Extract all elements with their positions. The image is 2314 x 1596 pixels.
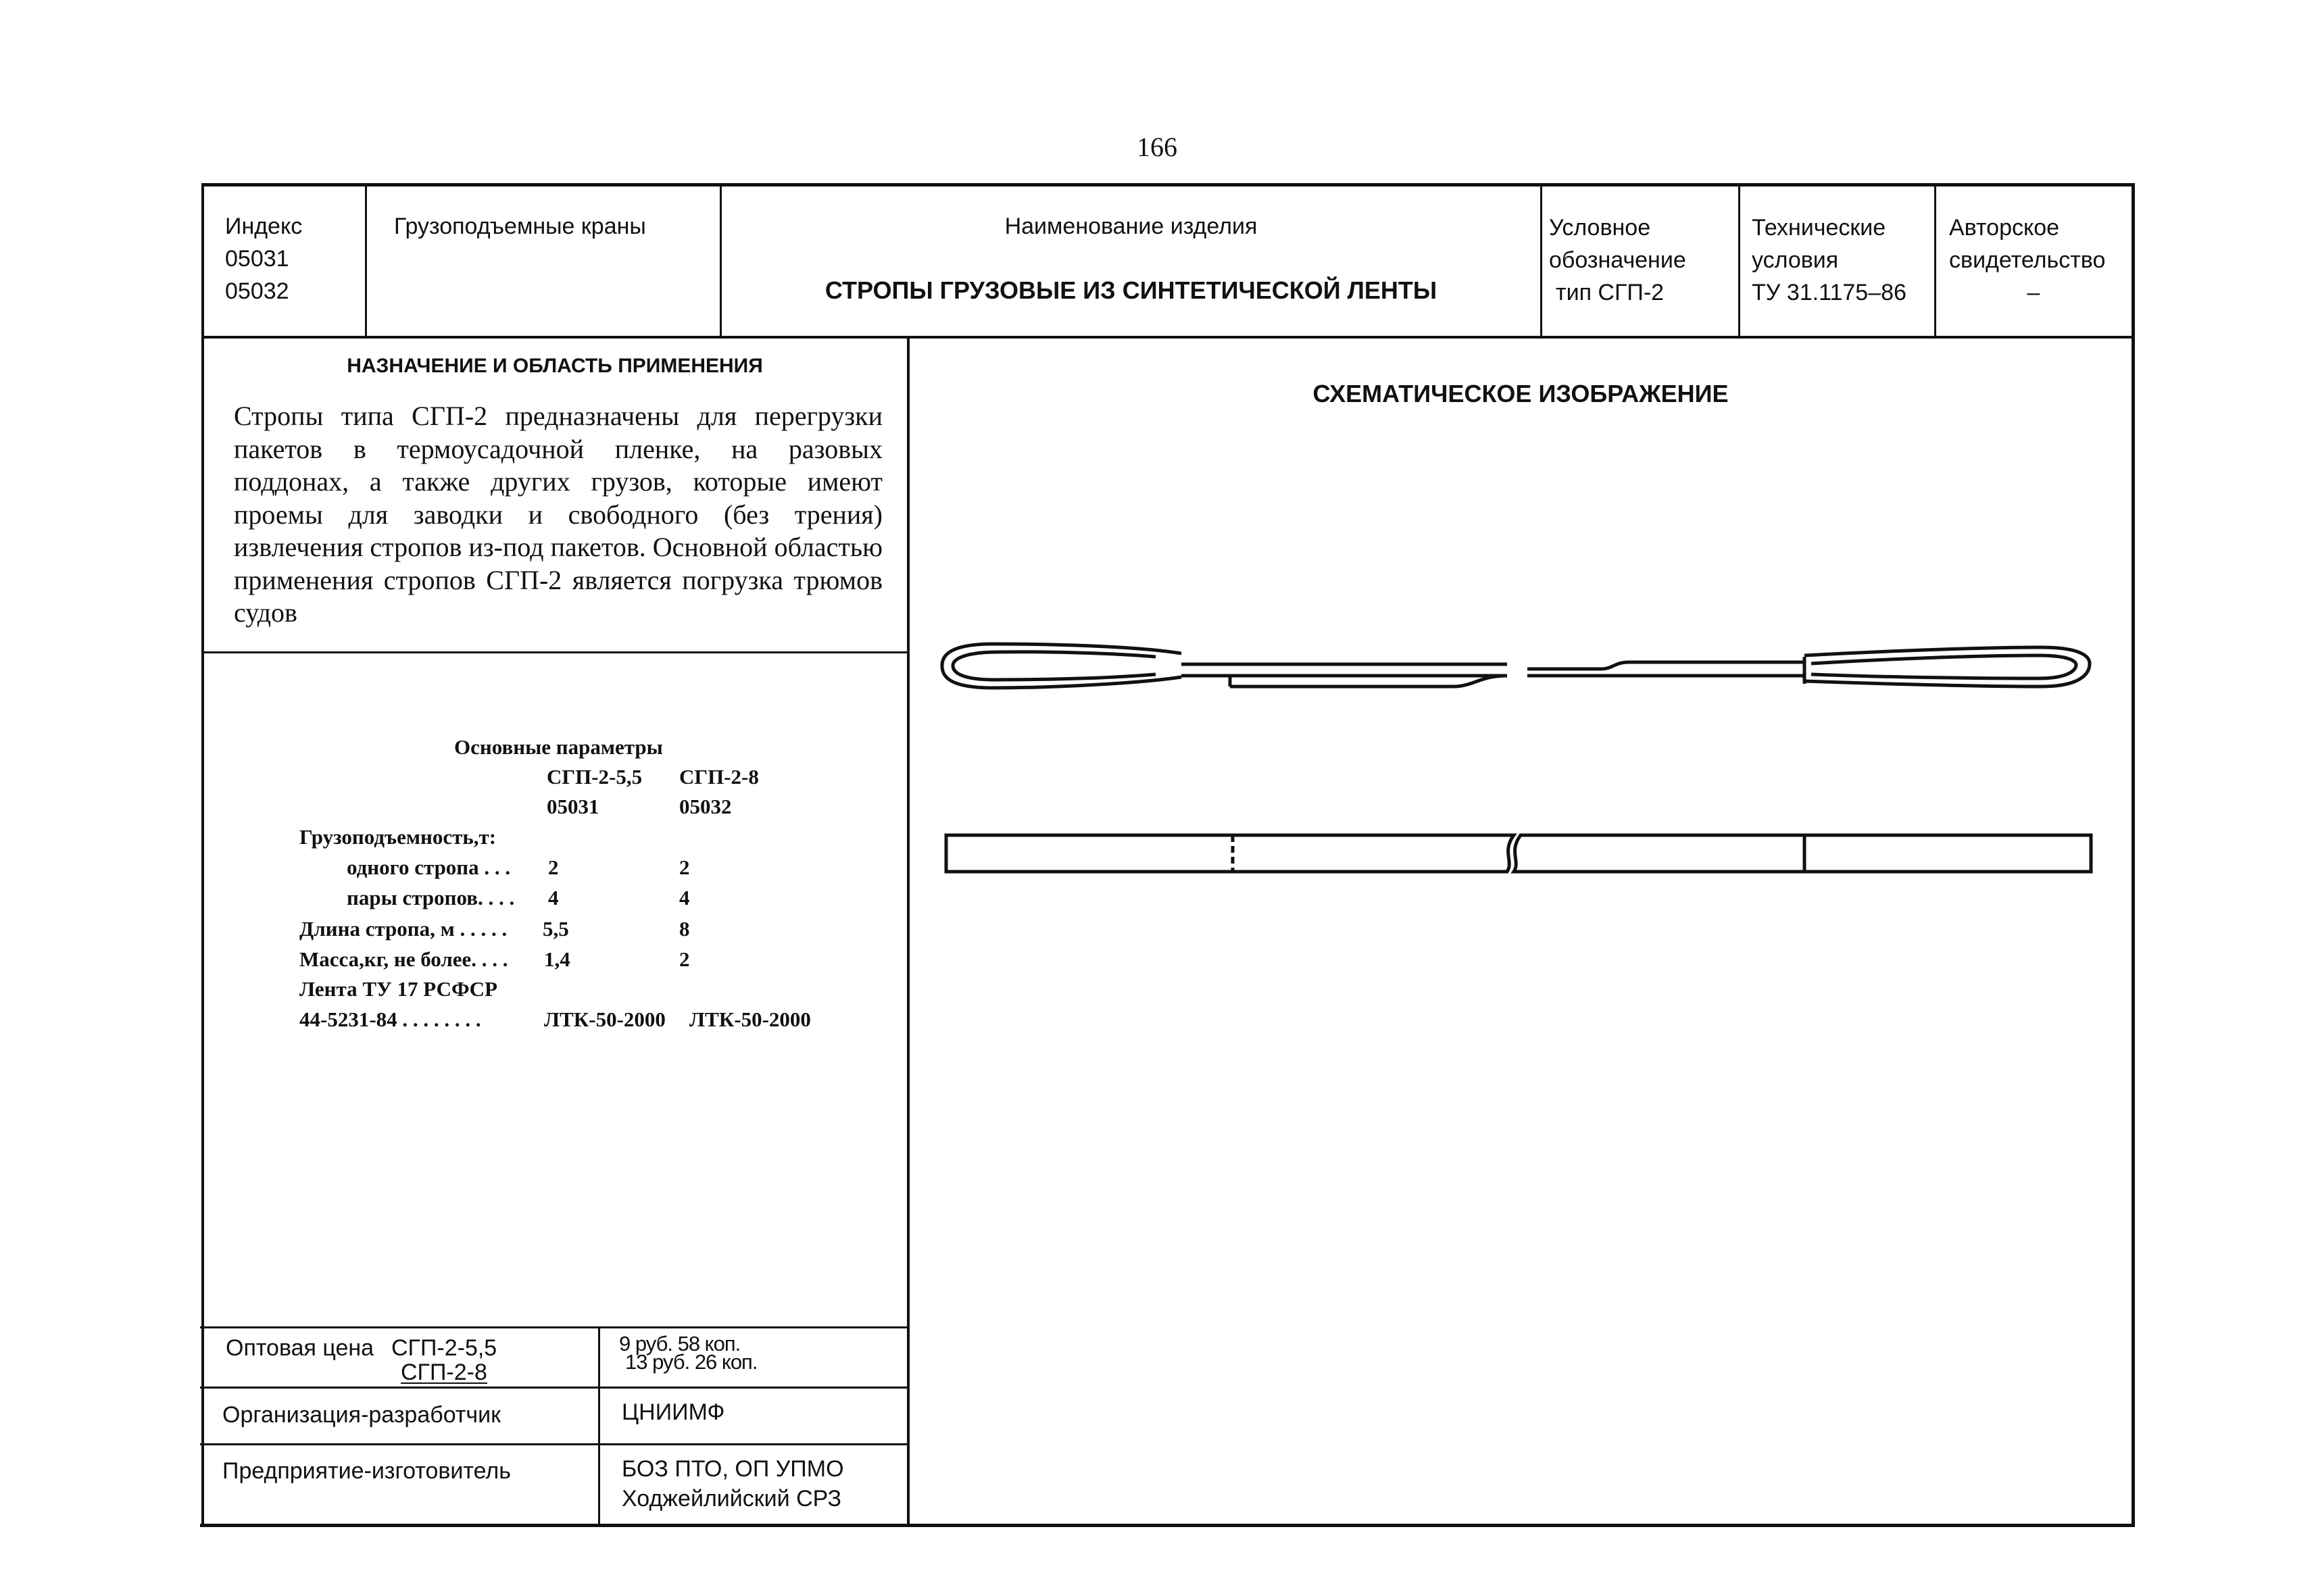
product-name-label: Наименование изделия <box>1004 214 1258 239</box>
page-number: 166 <box>1137 132 1177 162</box>
param-value: 1,4 <box>544 947 570 971</box>
developer-label: Организация-разработчик <box>222 1402 501 1428</box>
certificate-line: Авторское <box>1949 215 2060 241</box>
category-cell: Грузоподъемные краны <box>394 214 646 239</box>
param-value: 2 <box>548 855 559 879</box>
index-cell <box>225 210 302 307</box>
price-label: Оптовая цена <box>226 1335 374 1361</box>
column-code: 05032 <box>679 795 732 818</box>
sling-drawing <box>933 622 2109 892</box>
param-value: 2 <box>679 947 690 971</box>
left-sling-loop <box>942 644 1181 688</box>
manufacturer-value <box>622 1454 844 1514</box>
manufacturer-line: Ходжейлийский СРЗ <box>622 1486 842 1512</box>
certificate-line: свидетельство <box>1949 247 2106 273</box>
tech-conditions-value: ТУ 31.1175–86 <box>1752 280 1906 305</box>
price-value: 9 руб. 58 коп. <box>619 1332 741 1355</box>
param-value: 4 <box>548 886 559 909</box>
manufacturer-label: Предприятие-изготовитель <box>222 1458 511 1484</box>
designation-cell <box>1549 211 1686 309</box>
designation-value: тип СГП-2 <box>1556 280 1665 305</box>
param-value: 2 <box>679 855 690 879</box>
tape-spec: 44-5231-84 . . . . . . . . <box>299 1007 481 1031</box>
price-model: СГП-2-8 <box>401 1360 487 1385</box>
parameters-title: Основные параметры <box>454 735 663 759</box>
product-name: СТРОПЫ ГРУЗОВЫЕ ИЗ СИНТЕТИЧЕСКОЙ ЛЕНТЫ <box>824 276 1437 304</box>
right-sling-loop <box>1804 647 2090 687</box>
param-label: Длина стропа, м . . . . . <box>299 917 508 941</box>
tape-value: ЛТК-50-2000 <box>689 1007 811 1031</box>
param-value: 8 <box>679 917 690 941</box>
tape-value: ЛТК-50-2000 <box>544 1007 666 1031</box>
certificate-value: – <box>2027 280 2040 305</box>
schematic-title: СХЕМАТИЧЕСКОЕ ИЗОБРАЖЕНИЕ <box>1312 380 1729 407</box>
sling-bottom-view <box>946 835 2091 872</box>
index-value: 05032 <box>225 278 289 304</box>
column-header: СГП-2-8 <box>679 765 759 789</box>
designation-line: обозначение <box>1549 247 1686 273</box>
tape-label: Лента ТУ 17 РСФСР <box>299 977 497 1001</box>
tech-conditions-line: условия <box>1752 247 1839 273</box>
price-value: 13 руб. 26 коп. <box>625 1350 758 1374</box>
param-label: пары стропов. . . . <box>347 886 515 909</box>
purpose-paragraph: Стропы типа СГП-2 предназначены для перегрузки пакетов в термоусадочной пленке, на разовых поддонах, а также других грузов, которые имеют проемы для заводки и свободного (без трения) извлечения стропов из-под пакетов. Основной областью применения стропов СГП-2 является погрузка трюмов судов <box>234 401 883 628</box>
tech-conditions-cell <box>1752 211 1906 309</box>
certificate-cell <box>1949 211 2133 309</box>
index-value: 05031 <box>225 246 289 272</box>
purpose-title: НАЗНАЧЕНИЕ И ОБЛАСТЬ ПРИМЕНЕНИЯ <box>347 355 763 377</box>
param-value: 5,5 <box>543 917 569 941</box>
param-label: одного стропа . . . <box>347 855 511 879</box>
right-sling-tape <box>1527 657 1804 684</box>
index-label: Индекс <box>225 214 303 239</box>
purpose-text <box>234 400 883 630</box>
column-code: 05031 <box>547 795 599 818</box>
left-sling-tape <box>1181 664 1507 687</box>
param-label: Масса,кг, не более. . . . <box>299 947 508 971</box>
developer-value: ЦНИИМФ <box>622 1399 725 1425</box>
price-model: СГП-2-5,5 <box>391 1335 497 1361</box>
tech-conditions-line: Технические <box>1752 215 1886 241</box>
capacity-label: Грузоподъемность,т: <box>299 825 497 849</box>
manufacturer-line: БОЗ ПТО, ОП УПМО <box>622 1456 844 1482</box>
param-value: 4 <box>679 886 690 909</box>
column-header: СГП-2-5,5 <box>547 765 643 789</box>
designation-line: Условное <box>1549 215 1651 241</box>
